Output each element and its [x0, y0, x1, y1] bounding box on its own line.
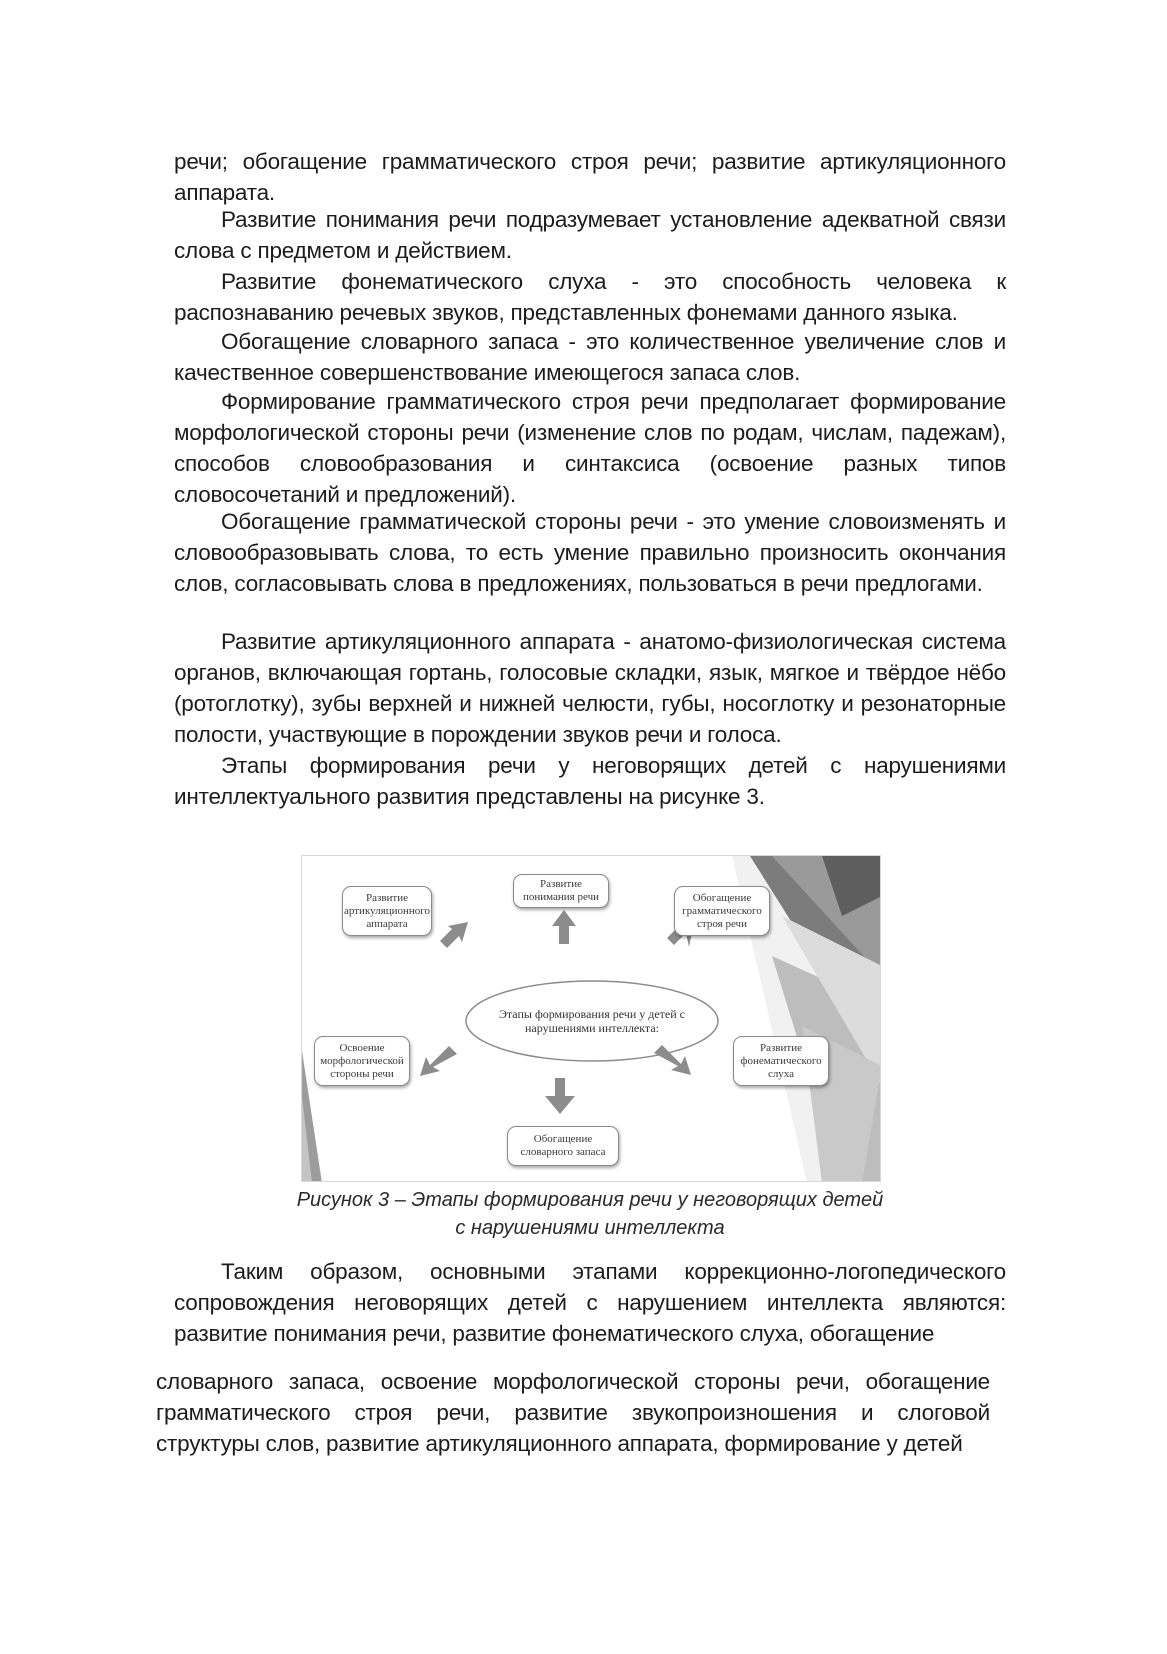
- arrow-down-icon: [545, 1078, 575, 1114]
- paragraph-intro: речи; обогащение грамматического строя речи; развитие артикуляционного аппарата.: [174, 149, 1006, 205]
- paragraph-conclusion-part2: словарного запаса, освоение морфологической стороны речи, обогащение грамматического строя речи, развитие звукопроизношения и слоговой структуры слов, развитие артикуляционного аппарата, формирование у детей: [156, 1369, 990, 1456]
- paragraph-articulation: Развитие артикуляционного аппарата - анатомо-физиологическая система органов, включающая гортань, голосовые складки, язык, мягкое и твёрдое нёбо (ротоглотку), зубы верхней и нижней челюсти, губы, носоглотку и резонаторные полости, участвующие в порождении звуков речи и голоса.: [174, 629, 1006, 747]
- box-grammar: Обогащение грамматического строя речи: [674, 886, 770, 936]
- paragraph-phonemic-hearing: Развитие фонематического слуха - это способность человека к распознаванию речевых звуков, представленных фонемами данного языка.: [174, 269, 1006, 325]
- paragraph-figure-reference: Этапы формирования речи у неговорящих детей с нарушениями интеллектуального развития представлены на рисунке 3.: [174, 753, 1006, 809]
- paragraph-speech-understanding: Развитие понимания речи подразумевает установление адекватной связи слова с предметом и действием.: [174, 207, 1006, 263]
- box-speech-understanding: Развитие понимания речи: [513, 874, 609, 908]
- paragraph-vocabulary: Обогащение словарного запаса - это количественное увеличение слов и качественное совершенствование имеющегося запаса слов.: [174, 329, 1006, 385]
- box-morphology: Освоение морфологической стороны речи: [314, 1036, 410, 1086]
- paragraph-grammar-enrichment: Обогащение грамматической стороны речи - это умение словоизменять и словообразовывать слова, то есть умение правильно произносить окончания слов, согласовывать слова в предложениях, пользоваться в речи предлогами.: [174, 509, 1006, 596]
- arrow-down-left-icon: [420, 1046, 457, 1076]
- arrow-up-icon: [552, 910, 576, 944]
- box-articulation: Развитие артикуляционного аппарата: [342, 886, 432, 936]
- paragraph-grammar-formation: Формирование грамматического строя речи предполагает формирование морфологической стороны речи (изменение слов по родам, числам, падежам), способов словообразования и синтаксиса (освоение разных типов словосочетаний и предложений).: [174, 389, 1006, 507]
- figure-caption-line1: Рисунок 3 – Этапы формирования речи у неговорящих детей: [296, 1189, 884, 1211]
- figure-caption-line2: с нарушениями интеллекта: [455, 1217, 725, 1239]
- box-vocabulary: Обогащение словарного запаса: [507, 1126, 619, 1166]
- box-phonemic-hearing: Развитие фонематического слуха: [733, 1036, 829, 1086]
- arrow-up-left-icon: [440, 922, 468, 948]
- center-label: Этапы формирования речи у детей с нарушениями интеллекта:: [498, 1007, 685, 1035]
- paragraph-conclusion-part1: Таким образом, основными этапами коррекционно-логопедического сопровождения неговорящих детей с нарушением интеллекта являются: развитие понимания речи, развитие фонематического слуха, обогащение: [174, 1259, 1006, 1346]
- figure-speech-stages-diagram: [301, 855, 881, 1182]
